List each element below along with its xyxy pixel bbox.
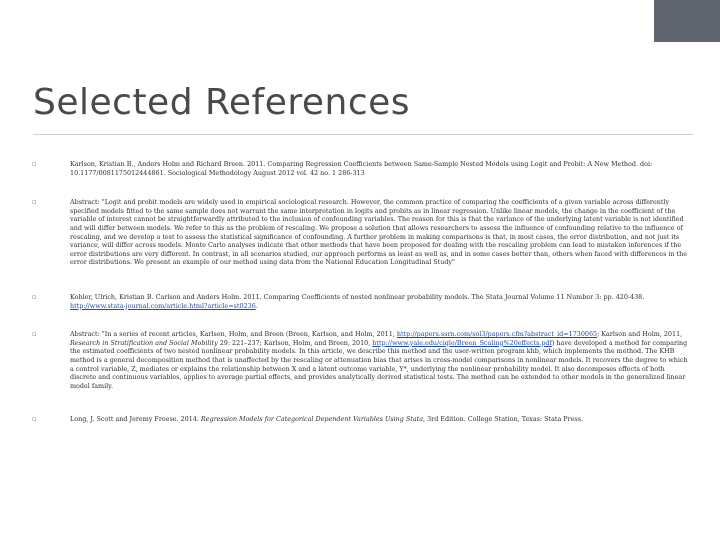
ssrn-paper-link[interactable]: http://papers.ssrn.com/sol3/papers.cfm?abstract_id=1730065 [396, 330, 598, 339]
references-list [32, 160, 692, 424]
reference-item [32, 198, 692, 267]
bullet-icon: ▫ [32, 198, 37, 207]
slide-corner-decoration [654, 0, 720, 42]
reference-text: ) have developed a method for comparing the estimated coefficients of two nested nonlinear probability models. In this article, we describe this method and the user-written program khb, which implements the method. The KHB method is a general decomposition method that is unaffected by the rescaling or attenuation bias that arises in cross-model comparisons in nonlinear models. It recovers the degree to which a control variable, Z, mediates or explains the relationship between X and a latent outcome variable, Y*, underlying the nonlinear probability model. It also decomposes effects of both discrete and continuous variables, applies to average partial effects, and provides analytically derived statistical tests. The method can be extended to other models in the generalized linear model family. [70, 338, 688, 390]
yale-paper-link[interactable]: http://www.yale.edu/ciqle/Breen_Scaling%20effects.pdf [372, 338, 552, 347]
reference-text: Karlson, Kristian B., Anders Holm and Richard Breen. 2011. Comparing Regression Coefficients between Same-Sample Nested Models using Logit and Probit: A New Method. doi: 10.1177/0081175012444861. Sociological Methodology August 2012 vol. 42 no. 1 286-313 [70, 160, 653, 177]
reference-text-end: , 3rd Edition. College Station, Texas: Stata Press. [423, 415, 584, 424]
reference-item [32, 160, 692, 177]
bullet-icon: ▫ [32, 292, 37, 301]
reference-item [32, 415, 692, 424]
reference-text: 29: 221–237; Karlson, Holm, and Breen, 2010, [217, 338, 373, 347]
reference-text: Long, J. Scott and Jeremy Freese. 2014. [70, 415, 201, 424]
bullet-icon: ▫ [32, 330, 37, 339]
reference-item [32, 330, 692, 390]
reference-text-end: . [255, 301, 258, 310]
reference-text: Abstract: "Logit and probit models are widely used in empirical sociological research. However, the common practice of comparing the coefficients of a given variable across differently specified models fitted to the same sample does not warrant the same interpretation in logits and probits as in linear regression. Unlike linear models, the change in the coefficient of the variable of interest cannot be straightforwardly attributed to the inclusion of confounding variables. The reason for this is that the variance of the underlying latent variable is not identified and will differ between models. We refer to this as the problem of rescaling. We propose a solution that allows researchers to assess the influence of confounding relative to the influence of rescaling, and we develop a test to assess the statistical significance of confounding. A further problem in making comparisons is that, in most cases, the error distribution, and not just its variance, will differ across models. Monte Carlo analyses indicate that other methods that have been proposed for dealing with the rescaling problem can lead to mistaken inferences if the error distributions are very different. In contrast, in all scenarios studied, our approach performs as least as well as, and in some cases better than, others when faced with differences in the error distributions. We present an example of our method using data from the National Education Longitudinal Study" [70, 198, 688, 267]
bullet-icon: ▫ [32, 160, 37, 168]
reference-item [32, 292, 692, 310]
reference-text: Kohler, Ulrich, Kristian B. Carlson and Anders Holm. 2011. Comparing Coefficients of nested nonlinear probability models. The Stata Journal Volume 11 Number 3: pp. 420-438. [70, 292, 645, 301]
title-divider [33, 134, 693, 135]
slide-top-bar [0, 0, 650, 42]
stata-journal-link[interactable]: http://www.stata-journal.com/article.html?article=st0236 [70, 301, 256, 310]
bullet-icon: ▫ [32, 415, 37, 424]
reference-text: ; Karlson and Holm, 2011, [597, 330, 683, 339]
reference-text: Abstract: "In a series of recent articles, Karlson, Holm, and Breen (Breen, Karlson, and Holm, 2011, [70, 330, 397, 339]
journal-name: Research in Stratification and Social Mobility [70, 338, 218, 347]
book-title: Regression Models for Categorical Dependent Variables Using Stata [200, 415, 424, 424]
slide-title: Selected References [33, 82, 411, 123]
